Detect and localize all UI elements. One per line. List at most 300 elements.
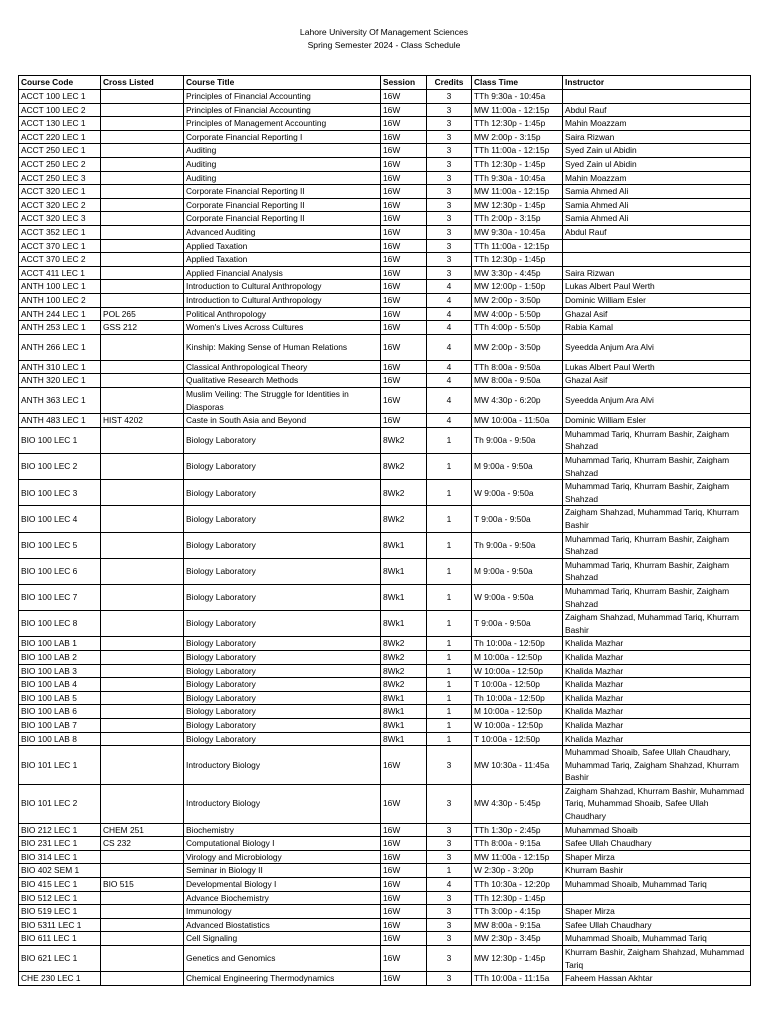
cell-cross-listed — [101, 864, 184, 878]
cell-cross-listed — [101, 650, 184, 664]
cell-session: 16W — [381, 823, 427, 837]
cell-credits: 1 — [427, 637, 472, 651]
cell-course-title: Auditing — [184, 157, 381, 171]
cell-session: 16W — [381, 321, 427, 335]
cell-instructor: Mahin Moazzam — [563, 117, 751, 131]
cell-cross-listed — [101, 90, 184, 104]
column-header-instructor: Instructor — [563, 76, 751, 90]
table-row — [19, 732, 751, 746]
cell-instructor: Mahin Moazzam — [563, 171, 751, 185]
cell-course-title: Auditing — [184, 171, 381, 185]
cell-instructor — [563, 253, 751, 267]
cell-class-time: MW 12:30p - 1:45p — [472, 946, 563, 972]
cell-instructor: Samia Ahmed Ali — [563, 185, 751, 199]
cell-credits: 1 — [427, 678, 472, 692]
cell-session: 8Wk2 — [381, 427, 427, 453]
cell-session: 8Wk2 — [381, 454, 427, 480]
cell-course-title: Biology Laboratory — [184, 678, 381, 692]
table-row — [19, 850, 751, 864]
cell-class-time: MW 11:00a - 12:15p — [472, 103, 563, 117]
cell-credits: 1 — [427, 480, 472, 506]
cell-cross-listed — [101, 611, 184, 637]
cell-course-title: Virology and Microbiology — [184, 850, 381, 864]
cell-instructor: Muhammad Shoaib — [563, 823, 751, 837]
cell-credits: 4 — [427, 388, 472, 414]
cell-instructor: Muhammad Shoaib, Muhammad Tariq — [563, 878, 751, 892]
cell-session: 16W — [381, 90, 427, 104]
cell-credits: 3 — [427, 253, 472, 267]
cell-instructor: Syed Zain ul Abidin — [563, 157, 751, 171]
cell-class-time: TTh 11:00a - 12:15p — [472, 239, 563, 253]
cell-instructor: Shaper Mirza — [563, 905, 751, 919]
table-row — [19, 225, 751, 239]
cell-credits: 1 — [427, 558, 472, 584]
cell-instructor: Samia Ahmed Ali — [563, 198, 751, 212]
cell-course-code: ANTH 483 LEC 1 — [19, 414, 101, 428]
cell-instructor: Dominic William Esler — [563, 293, 751, 307]
table-row — [19, 558, 751, 584]
cell-class-time: MW 2:00p - 3:50p — [472, 334, 563, 360]
table-row — [19, 891, 751, 905]
cell-session: 16W — [381, 850, 427, 864]
cell-cross-listed: CS 232 — [101, 837, 184, 851]
cell-cross-listed — [101, 584, 184, 610]
cell-instructor: Khurram Bashir — [563, 864, 751, 878]
cell-class-time: MW 9:30a - 10:45a — [472, 225, 563, 239]
cell-course-title: Computational Biology I — [184, 837, 381, 851]
cell-credits: 1 — [427, 718, 472, 732]
cell-course-title: Biology Laboratory — [184, 427, 381, 453]
cell-course-code: ACCT 250 LEC 1 — [19, 144, 101, 158]
cell-course-code: BIO 100 LAB 3 — [19, 664, 101, 678]
cell-session: 16W — [381, 130, 427, 144]
cell-cross-listed — [101, 334, 184, 360]
table-row — [19, 157, 751, 171]
cell-course-code: BIO 100 LEC 5 — [19, 532, 101, 558]
cell-session: 16W — [381, 144, 427, 158]
cell-course-title: Caste in South Asia and Beyond — [184, 414, 381, 428]
cell-credits: 3 — [427, 972, 472, 986]
table-row — [19, 664, 751, 678]
cell-instructor: Samia Ahmed Ali — [563, 212, 751, 226]
cell-credits: 1 — [427, 705, 472, 719]
table-row — [19, 454, 751, 480]
cell-cross-listed — [101, 239, 184, 253]
cell-class-time: MW 12:00p - 1:50p — [472, 280, 563, 294]
cell-course-title: Developmental Biology I — [184, 878, 381, 892]
cell-session: 16W — [381, 360, 427, 374]
cell-credits: 1 — [427, 584, 472, 610]
table-row — [19, 90, 751, 104]
table-row — [19, 691, 751, 705]
cell-credits: 1 — [427, 611, 472, 637]
cell-course-code: ACCT 320 LEC 2 — [19, 198, 101, 212]
cell-course-code: BIO 100 LEC 8 — [19, 611, 101, 637]
cell-course-title: Biology Laboratory — [184, 584, 381, 610]
cell-session: 8Wk2 — [381, 678, 427, 692]
cell-cross-listed — [101, 558, 184, 584]
cell-instructor: Syed Zain ul Abidin — [563, 144, 751, 158]
cell-session: 16W — [381, 171, 427, 185]
university-name: Lahore University Of Management Sciences — [299, 27, 469, 37]
cell-class-time: TTh 9:30a - 10:45a — [472, 171, 563, 185]
cell-session: 16W — [381, 388, 427, 414]
cell-course-code: BIO 5311 LEC 1 — [19, 918, 101, 932]
column-header-course-code: Course Code — [19, 76, 101, 90]
column-header-cross-listed: Cross Listed — [101, 76, 184, 90]
cell-credits: 3 — [427, 157, 472, 171]
cell-session: 16W — [381, 334, 427, 360]
cell-course-code: BIO 611 LEC 1 — [19, 932, 101, 946]
table-row — [19, 280, 751, 294]
cell-cross-listed — [101, 918, 184, 932]
cell-class-time: MW 4:30p - 6:20p — [472, 388, 563, 414]
cell-cross-listed — [101, 360, 184, 374]
cell-class-time: Th 10:00a - 12:50p — [472, 637, 563, 651]
cell-instructor: Khalida Mazhar — [563, 637, 751, 651]
cell-course-code: ANTH 310 LEC 1 — [19, 360, 101, 374]
cell-credits: 3 — [427, 266, 472, 280]
cell-course-code: ANTH 253 LEC 1 — [19, 321, 101, 335]
cell-cross-listed — [101, 705, 184, 719]
cell-session: 16W — [381, 198, 427, 212]
cell-instructor: Saira Rizwan — [563, 266, 751, 280]
cell-course-code: BIO 100 LAB 2 — [19, 650, 101, 664]
cell-session: 16W — [381, 117, 427, 131]
cell-course-title: Women's Lives Across Cultures — [184, 321, 381, 335]
cell-instructor: Zaigham Shahzad, Muhammad Tariq, Khurram Bashir — [563, 506, 751, 532]
cell-course-code: BIO 100 LAB 6 — [19, 705, 101, 719]
cell-session: 16W — [381, 212, 427, 226]
cell-cross-listed: CHEM 251 — [101, 823, 184, 837]
cell-class-time: TTh 12:30p - 1:45p — [472, 253, 563, 267]
cell-credits: 3 — [427, 850, 472, 864]
cell-course-code: BIO 212 LEC 1 — [19, 823, 101, 837]
cell-course-code: ACCT 320 LEC 3 — [19, 212, 101, 226]
cell-class-time: M 9:00a - 9:50a — [472, 454, 563, 480]
cell-class-time: TTh 8:00a - 9:15a — [472, 837, 563, 851]
cell-instructor: Khalida Mazhar — [563, 718, 751, 732]
cell-cross-listed: GSS 212 — [101, 321, 184, 335]
cell-cross-listed — [101, 157, 184, 171]
cell-instructor: Muhammad Tariq, Khurram Bashir, Zaigham Shahzad — [563, 454, 751, 480]
cell-instructor: Dominic William Esler — [563, 414, 751, 428]
cell-session: 16W — [381, 103, 427, 117]
cell-course-title: Corporate Financial Reporting II — [184, 212, 381, 226]
cell-instructor: Muhammad Tariq, Khurram Bashir, Zaigham Shahzad — [563, 480, 751, 506]
cell-credits: 1 — [427, 650, 472, 664]
cell-course-title: Applied Financial Analysis — [184, 266, 381, 280]
cell-credits: 3 — [427, 171, 472, 185]
cell-session: 16W — [381, 932, 427, 946]
cell-credits: 4 — [427, 360, 472, 374]
cell-class-time: TTh 1:30p - 2:45p — [472, 823, 563, 837]
cell-credits: 3 — [427, 918, 472, 932]
cell-course-code: BIO 100 LEC 4 — [19, 506, 101, 532]
cell-class-time: TTh 8:00a - 9:50a — [472, 360, 563, 374]
cell-course-code: ANTH 100 LEC 2 — [19, 293, 101, 307]
cell-instructor: Khalida Mazhar — [563, 705, 751, 719]
cell-course-code: ACCT 370 LEC 1 — [19, 239, 101, 253]
cell-class-time: T 9:00a - 9:50a — [472, 611, 563, 637]
cell-course-code: CHE 230 LEC 1 — [19, 972, 101, 986]
table-row — [19, 334, 751, 360]
column-header-course-title: Course Title — [184, 76, 381, 90]
cell-cross-listed — [101, 850, 184, 864]
cell-course-title: Cell Signaling — [184, 932, 381, 946]
cell-session: 16W — [381, 307, 427, 321]
table-row — [19, 864, 751, 878]
cell-course-code: ACCT 250 LEC 2 — [19, 157, 101, 171]
cell-cross-listed — [101, 506, 184, 532]
cell-cross-listed — [101, 171, 184, 185]
cell-session: 16W — [381, 374, 427, 388]
cell-class-time: MW 8:00a - 9:15a — [472, 918, 563, 932]
cell-course-code: BIO 100 LAB 1 — [19, 637, 101, 651]
cell-class-time: TTh 11:00a - 12:15p — [472, 144, 563, 158]
cell-credits: 3 — [427, 103, 472, 117]
cell-course-title: Classical Anthropological Theory — [184, 360, 381, 374]
cell-session: 16W — [381, 225, 427, 239]
cell-instructor: Lukas Albert Paul Werth — [563, 280, 751, 294]
cell-cross-listed — [101, 185, 184, 199]
cell-instructor: Khalida Mazhar — [563, 650, 751, 664]
cell-course-title: Biology Laboratory — [184, 637, 381, 651]
cell-course-code: ACCT 130 LEC 1 — [19, 117, 101, 131]
cell-cross-listed — [101, 198, 184, 212]
cell-course-title: Biology Laboratory — [184, 611, 381, 637]
cell-credits: 4 — [427, 307, 472, 321]
cell-session: 8Wk1 — [381, 718, 427, 732]
table-row — [19, 185, 751, 199]
cell-class-time: Th 10:00a - 12:50p — [472, 691, 563, 705]
cell-session: 16W — [381, 280, 427, 294]
cell-course-title: Genetics and Genomics — [184, 946, 381, 972]
cell-course-title: Introductory Biology — [184, 746, 381, 785]
cell-course-title: Principles of Management Accounting — [184, 117, 381, 131]
cell-instructor: Safee Ullah Chaudhary — [563, 918, 751, 932]
cell-cross-listed — [101, 253, 184, 267]
cell-session: 16W — [381, 266, 427, 280]
cell-cross-listed: HIST 4202 — [101, 414, 184, 428]
cell-session: 16W — [381, 253, 427, 267]
cell-session: 8Wk1 — [381, 705, 427, 719]
table-row — [19, 253, 751, 267]
table-row — [19, 718, 751, 732]
cell-course-code: BIO 100 LAB 7 — [19, 718, 101, 732]
cell-session: 8Wk1 — [381, 558, 427, 584]
cell-session: 16W — [381, 239, 427, 253]
cell-course-title: Biology Laboratory — [184, 454, 381, 480]
cell-session: 8Wk1 — [381, 532, 427, 558]
cell-cross-listed — [101, 103, 184, 117]
cell-course-code: ACCT 250 LEC 3 — [19, 171, 101, 185]
cell-course-title: Advance Biochemistry — [184, 891, 381, 905]
table-row — [19, 374, 751, 388]
cell-cross-listed — [101, 746, 184, 785]
cell-course-title: Corporate Financial Reporting II — [184, 198, 381, 212]
cell-class-time: W 9:00a - 9:50a — [472, 480, 563, 506]
cell-instructor: Khalida Mazhar — [563, 691, 751, 705]
cell-course-title: Biology Laboratory — [184, 506, 381, 532]
cell-credits: 4 — [427, 374, 472, 388]
cell-course-code: BIO 101 LEC 1 — [19, 746, 101, 785]
cell-course-code: ANTH 244 LEC 1 — [19, 307, 101, 321]
cell-course-title: Corporate Financial Reporting II — [184, 185, 381, 199]
cell-credits: 3 — [427, 185, 472, 199]
cell-session: 8Wk2 — [381, 480, 427, 506]
table-row — [19, 584, 751, 610]
cell-course-title: Principles of Financial Accounting — [184, 103, 381, 117]
cell-class-time: Th 9:00a - 9:50a — [472, 427, 563, 453]
cell-session: 8Wk2 — [381, 506, 427, 532]
cell-cross-listed — [101, 427, 184, 453]
cell-class-time: TTh 10:30a - 12:20p — [472, 878, 563, 892]
cell-course-title: Biochemistry — [184, 823, 381, 837]
cell-credits: 3 — [427, 212, 472, 226]
cell-class-time: MW 2:30p - 3:45p — [472, 932, 563, 946]
cell-session: 16W — [381, 157, 427, 171]
cell-instructor: Zaigham Shahzad, Khurram Bashir, Muhammad Tariq, Muhammad Shoaib, Safee Ullah Chaudhary — [563, 784, 751, 823]
cell-instructor: Muhammad Tariq, Khurram Bashir, Zaigham Shahzad — [563, 584, 751, 610]
cell-instructor: Syeedda Anjum Ara Alvi — [563, 388, 751, 414]
cell-credits: 4 — [427, 878, 472, 892]
cell-cross-listed — [101, 374, 184, 388]
cell-cross-listed — [101, 932, 184, 946]
cell-instructor: Faheem Hassan Akhtar — [563, 972, 751, 986]
cell-session: 8Wk2 — [381, 637, 427, 651]
cell-cross-listed — [101, 891, 184, 905]
cell-course-title: Introduction to Cultural Anthropology — [184, 280, 381, 294]
cell-class-time: TTh 12:30p - 1:45p — [472, 117, 563, 131]
table-row — [19, 650, 751, 664]
table-row — [19, 705, 751, 719]
table-row — [19, 307, 751, 321]
cell-instructor: Rabia Kamal — [563, 321, 751, 335]
cell-class-time: TTh 12:30p - 1:45p — [472, 157, 563, 171]
table-row — [19, 117, 751, 131]
cell-course-code: BIO 100 LEC 3 — [19, 480, 101, 506]
cell-instructor: Shaper Mirza — [563, 850, 751, 864]
cell-course-title: Biology Laboratory — [184, 732, 381, 746]
cell-course-title: Biology Laboratory — [184, 558, 381, 584]
table-row — [19, 506, 751, 532]
cell-course-title: Corporate Financial Reporting I — [184, 130, 381, 144]
cell-credits: 1 — [427, 454, 472, 480]
cell-course-title: Biology Laboratory — [184, 650, 381, 664]
cell-session: 16W — [381, 891, 427, 905]
cell-course-code: ACCT 352 LEC 1 — [19, 225, 101, 239]
cell-cross-listed — [101, 732, 184, 746]
document-header — [0, 26, 768, 52]
cell-course-code: ANTH 100 LEC 1 — [19, 280, 101, 294]
cell-instructor: Syeedda Anjum Ara Alvi — [563, 334, 751, 360]
cell-instructor: Muhammad Tariq, Khurram Bashir, Zaigham Shahzad — [563, 427, 751, 453]
cell-cross-listed: POL 265 — [101, 307, 184, 321]
table-body — [19, 90, 751, 986]
table-row — [19, 611, 751, 637]
cell-class-time: MW 11:00a - 12:15p — [472, 185, 563, 199]
cell-course-title: Political Anthropology — [184, 307, 381, 321]
column-header-credits: Credits — [427, 76, 472, 90]
cell-course-code: BIO 314 LEC 1 — [19, 850, 101, 864]
cell-session: 16W — [381, 293, 427, 307]
cell-instructor — [563, 90, 751, 104]
cell-cross-listed — [101, 678, 184, 692]
cell-credits: 3 — [427, 225, 472, 239]
cell-credits: 3 — [427, 130, 472, 144]
cell-cross-listed — [101, 905, 184, 919]
cell-course-title: Biology Laboratory — [184, 691, 381, 705]
cell-course-code: ACCT 100 LEC 1 — [19, 90, 101, 104]
cell-credits: 3 — [427, 239, 472, 253]
cell-credits: 4 — [427, 321, 472, 335]
cell-credits: 3 — [427, 198, 472, 212]
cell-course-code: ACCT 100 LEC 2 — [19, 103, 101, 117]
table-row — [19, 360, 751, 374]
cell-course-title: Applied Taxation — [184, 239, 381, 253]
cell-class-time: W 10:00a - 12:50p — [472, 664, 563, 678]
cell-cross-listed — [101, 130, 184, 144]
cell-instructor: Safee Ullah Chaudhary — [563, 837, 751, 851]
cell-course-code: ACCT 370 LEC 2 — [19, 253, 101, 267]
cell-cross-listed — [101, 664, 184, 678]
cell-session: 16W — [381, 185, 427, 199]
cell-course-title: Biology Laboratory — [184, 664, 381, 678]
table-row — [19, 321, 751, 335]
cell-cross-listed — [101, 280, 184, 294]
cell-instructor: Khurram Bashir, Zaigham Shahzad, Muhammad Tariq — [563, 946, 751, 972]
column-header-session: Session — [381, 76, 427, 90]
cell-session: 16W — [381, 918, 427, 932]
cell-session: 16W — [381, 905, 427, 919]
cell-session: 16W — [381, 837, 427, 851]
cell-cross-listed — [101, 454, 184, 480]
table-row — [19, 293, 751, 307]
cell-credits: 1 — [427, 691, 472, 705]
cell-cross-listed — [101, 784, 184, 823]
cell-session: 16W — [381, 946, 427, 972]
cell-course-title: Immunology — [184, 905, 381, 919]
table-row — [19, 266, 751, 280]
cell-class-time: TTh 12:30p - 1:45p — [472, 891, 563, 905]
cell-instructor: Muhammad Tariq, Khurram Bashir, Zaigham Shahzad — [563, 532, 751, 558]
cell-session: 8Wk1 — [381, 611, 427, 637]
cell-course-code: ACCT 220 LEC 1 — [19, 130, 101, 144]
cell-course-code: ANTH 320 LEC 1 — [19, 374, 101, 388]
cell-cross-listed — [101, 480, 184, 506]
cell-credits: 3 — [427, 784, 472, 823]
cell-course-title: Kinship: Making Sense of Human Relations — [184, 334, 381, 360]
cell-class-time: MW 2:00p - 3:15p — [472, 130, 563, 144]
schedule-subtitle: Spring Semester 2024 - Class Schedule — [307, 40, 461, 50]
cell-course-code: BIO 100 LEC 7 — [19, 584, 101, 610]
table-row — [19, 414, 751, 428]
cell-credits: 1 — [427, 427, 472, 453]
class-schedule-table — [18, 75, 751, 986]
cell-course-code: BIO 100 LEC 2 — [19, 454, 101, 480]
cell-session: 8Wk2 — [381, 664, 427, 678]
cell-cross-listed — [101, 691, 184, 705]
table-row — [19, 932, 751, 946]
cell-class-time: MW 10:00a - 11:50a — [472, 414, 563, 428]
cell-credits: 4 — [427, 414, 472, 428]
cell-class-time: W 10:00a - 12:50p — [472, 718, 563, 732]
cell-cross-listed — [101, 144, 184, 158]
cell-instructor: Muhammad Shoaib, Muhammad Tariq — [563, 932, 751, 946]
cell-class-time: MW 2:00p - 3:50p — [472, 293, 563, 307]
cell-class-time: W 9:00a - 9:50a — [472, 584, 563, 610]
